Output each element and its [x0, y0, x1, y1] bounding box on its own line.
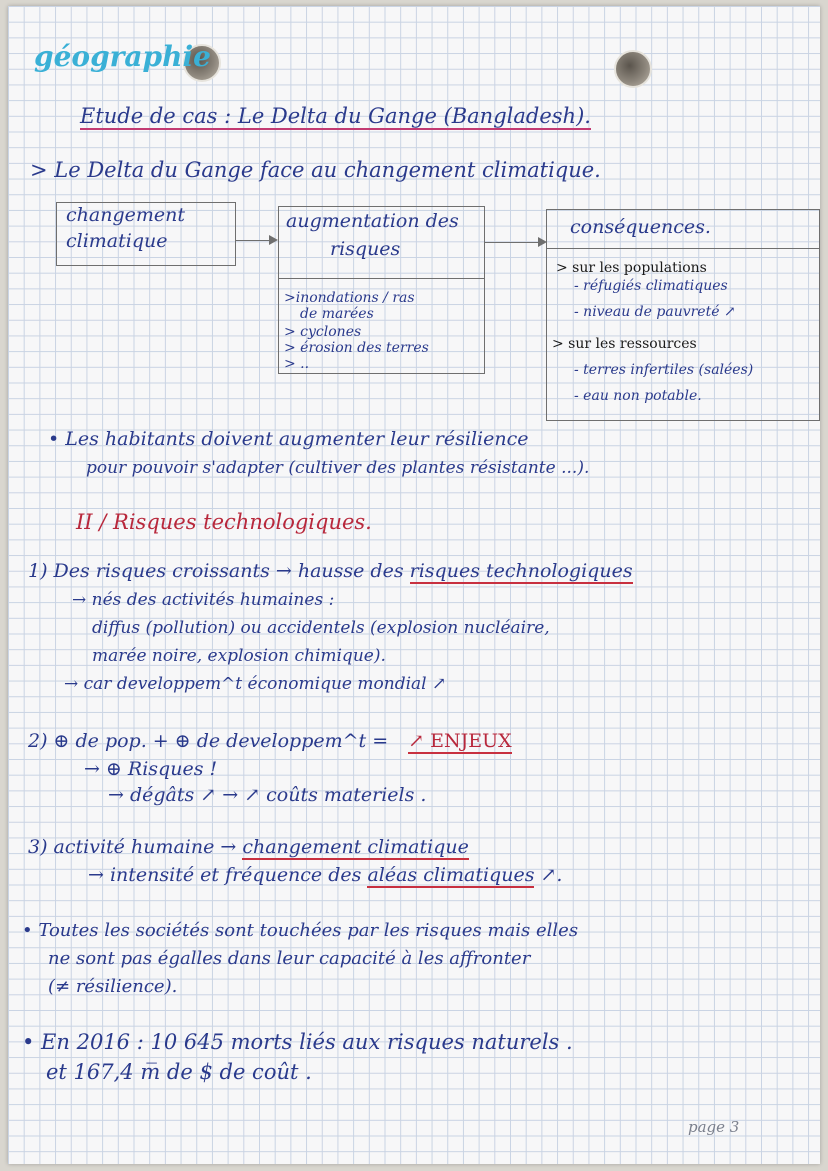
box-consequences-item: > sur les populations [556, 260, 707, 276]
box-risk-item: > érosion des terres [284, 340, 429, 356]
box-consequences-item: - réfugiés climatiques [574, 278, 728, 294]
box-climate-change-line1: changement [66, 204, 185, 226]
box-risk-item: >inondations / ras [284, 290, 415, 306]
box-consequences-header: conséquences. [570, 216, 711, 238]
arrow-1 [236, 240, 276, 241]
page-title: Etude de cas : Le Delta du Gange (Bangladesh). [80, 104, 591, 128]
point3-keyword-2: aléas climatiques [367, 864, 535, 886]
box-risk-header-line1: augmentation des [286, 210, 459, 232]
point1-line5: → car developpem^t économique mondial ↗ [64, 674, 447, 694]
point2-line3: → dégâts ↗ → ↗ coûts materiels . [108, 784, 427, 806]
societies-line3: (≠ résilience). [48, 976, 178, 997]
point1-line3: diffus (pollution) ou accidentels (explosion nucléaire, [92, 618, 550, 638]
point2-line2: → ⊕ Risques ! [84, 758, 218, 780]
point1-line1: 1) Des risques croissants → hausse des risques technologiques [28, 560, 633, 582]
box-risk-item: de marées [300, 306, 374, 322]
box-consequences-item: - niveau de pauvreté ↗ [574, 304, 736, 320]
box-consequences-item: - eau non potable. [574, 388, 702, 404]
part2-heading: II / Risques technologiques. [76, 510, 372, 534]
point3-line2: → intensité et fréquence des aléas climatiques ↗. [88, 864, 563, 886]
box-consequences-item: - terres infertiles (salées) [574, 362, 754, 378]
box-risk-divider [278, 278, 485, 279]
societies-line2: ne sont pas égalles dans leur capacité à les affronter [48, 948, 531, 969]
box-risk-item: > .. [284, 356, 310, 372]
point1-line2: → nés des activités humaines : [72, 590, 335, 610]
enjeux-keyword: ↗ ENJEUX [408, 730, 512, 752]
stats-line1: • En 2016 : 10 645 morts liés aux risques naturels . [22, 1030, 573, 1054]
section-heading: > Le Delta du Gange face au changement climatique. [30, 158, 601, 182]
box-risk-item: > cyclones [284, 324, 362, 340]
binder-hole-right [614, 50, 652, 88]
point3-keyword: changement climatique [242, 836, 469, 858]
subject-heading: géographie [34, 40, 211, 73]
box-risk-header-line2: risques [330, 238, 401, 260]
box-consequences-item: > sur les ressources [552, 336, 697, 352]
notebook-page [8, 6, 820, 1164]
point2-line1: 2) ⊕ de pop. + ⊕ de developpem^t = ↗ ENJEUX [28, 730, 512, 752]
box-climate-change-line2: climatique [66, 230, 168, 252]
resilience-line2: pour pouvoir s'adapter (cultiver des plantes résistante ...). [86, 458, 590, 478]
page-number: page 3 [688, 1118, 740, 1136]
point1-line4: marée noire, explosion chimique). [92, 646, 386, 666]
point1-keyword: risques technologiques [409, 560, 633, 582]
societies-line1: • Toutes les sociétés sont touchées par les risques mais elles [22, 920, 579, 941]
resilience-line1: • Les habitants doivent augmenter leur résilience [48, 428, 529, 450]
point3-line1: 3) activité humaine → changement climatique [28, 836, 469, 858]
arrow-2 [485, 242, 545, 243]
box-consequences-divider [546, 248, 820, 249]
stats-line2: et 167,4 m̅ de $ de coût . [46, 1060, 312, 1084]
